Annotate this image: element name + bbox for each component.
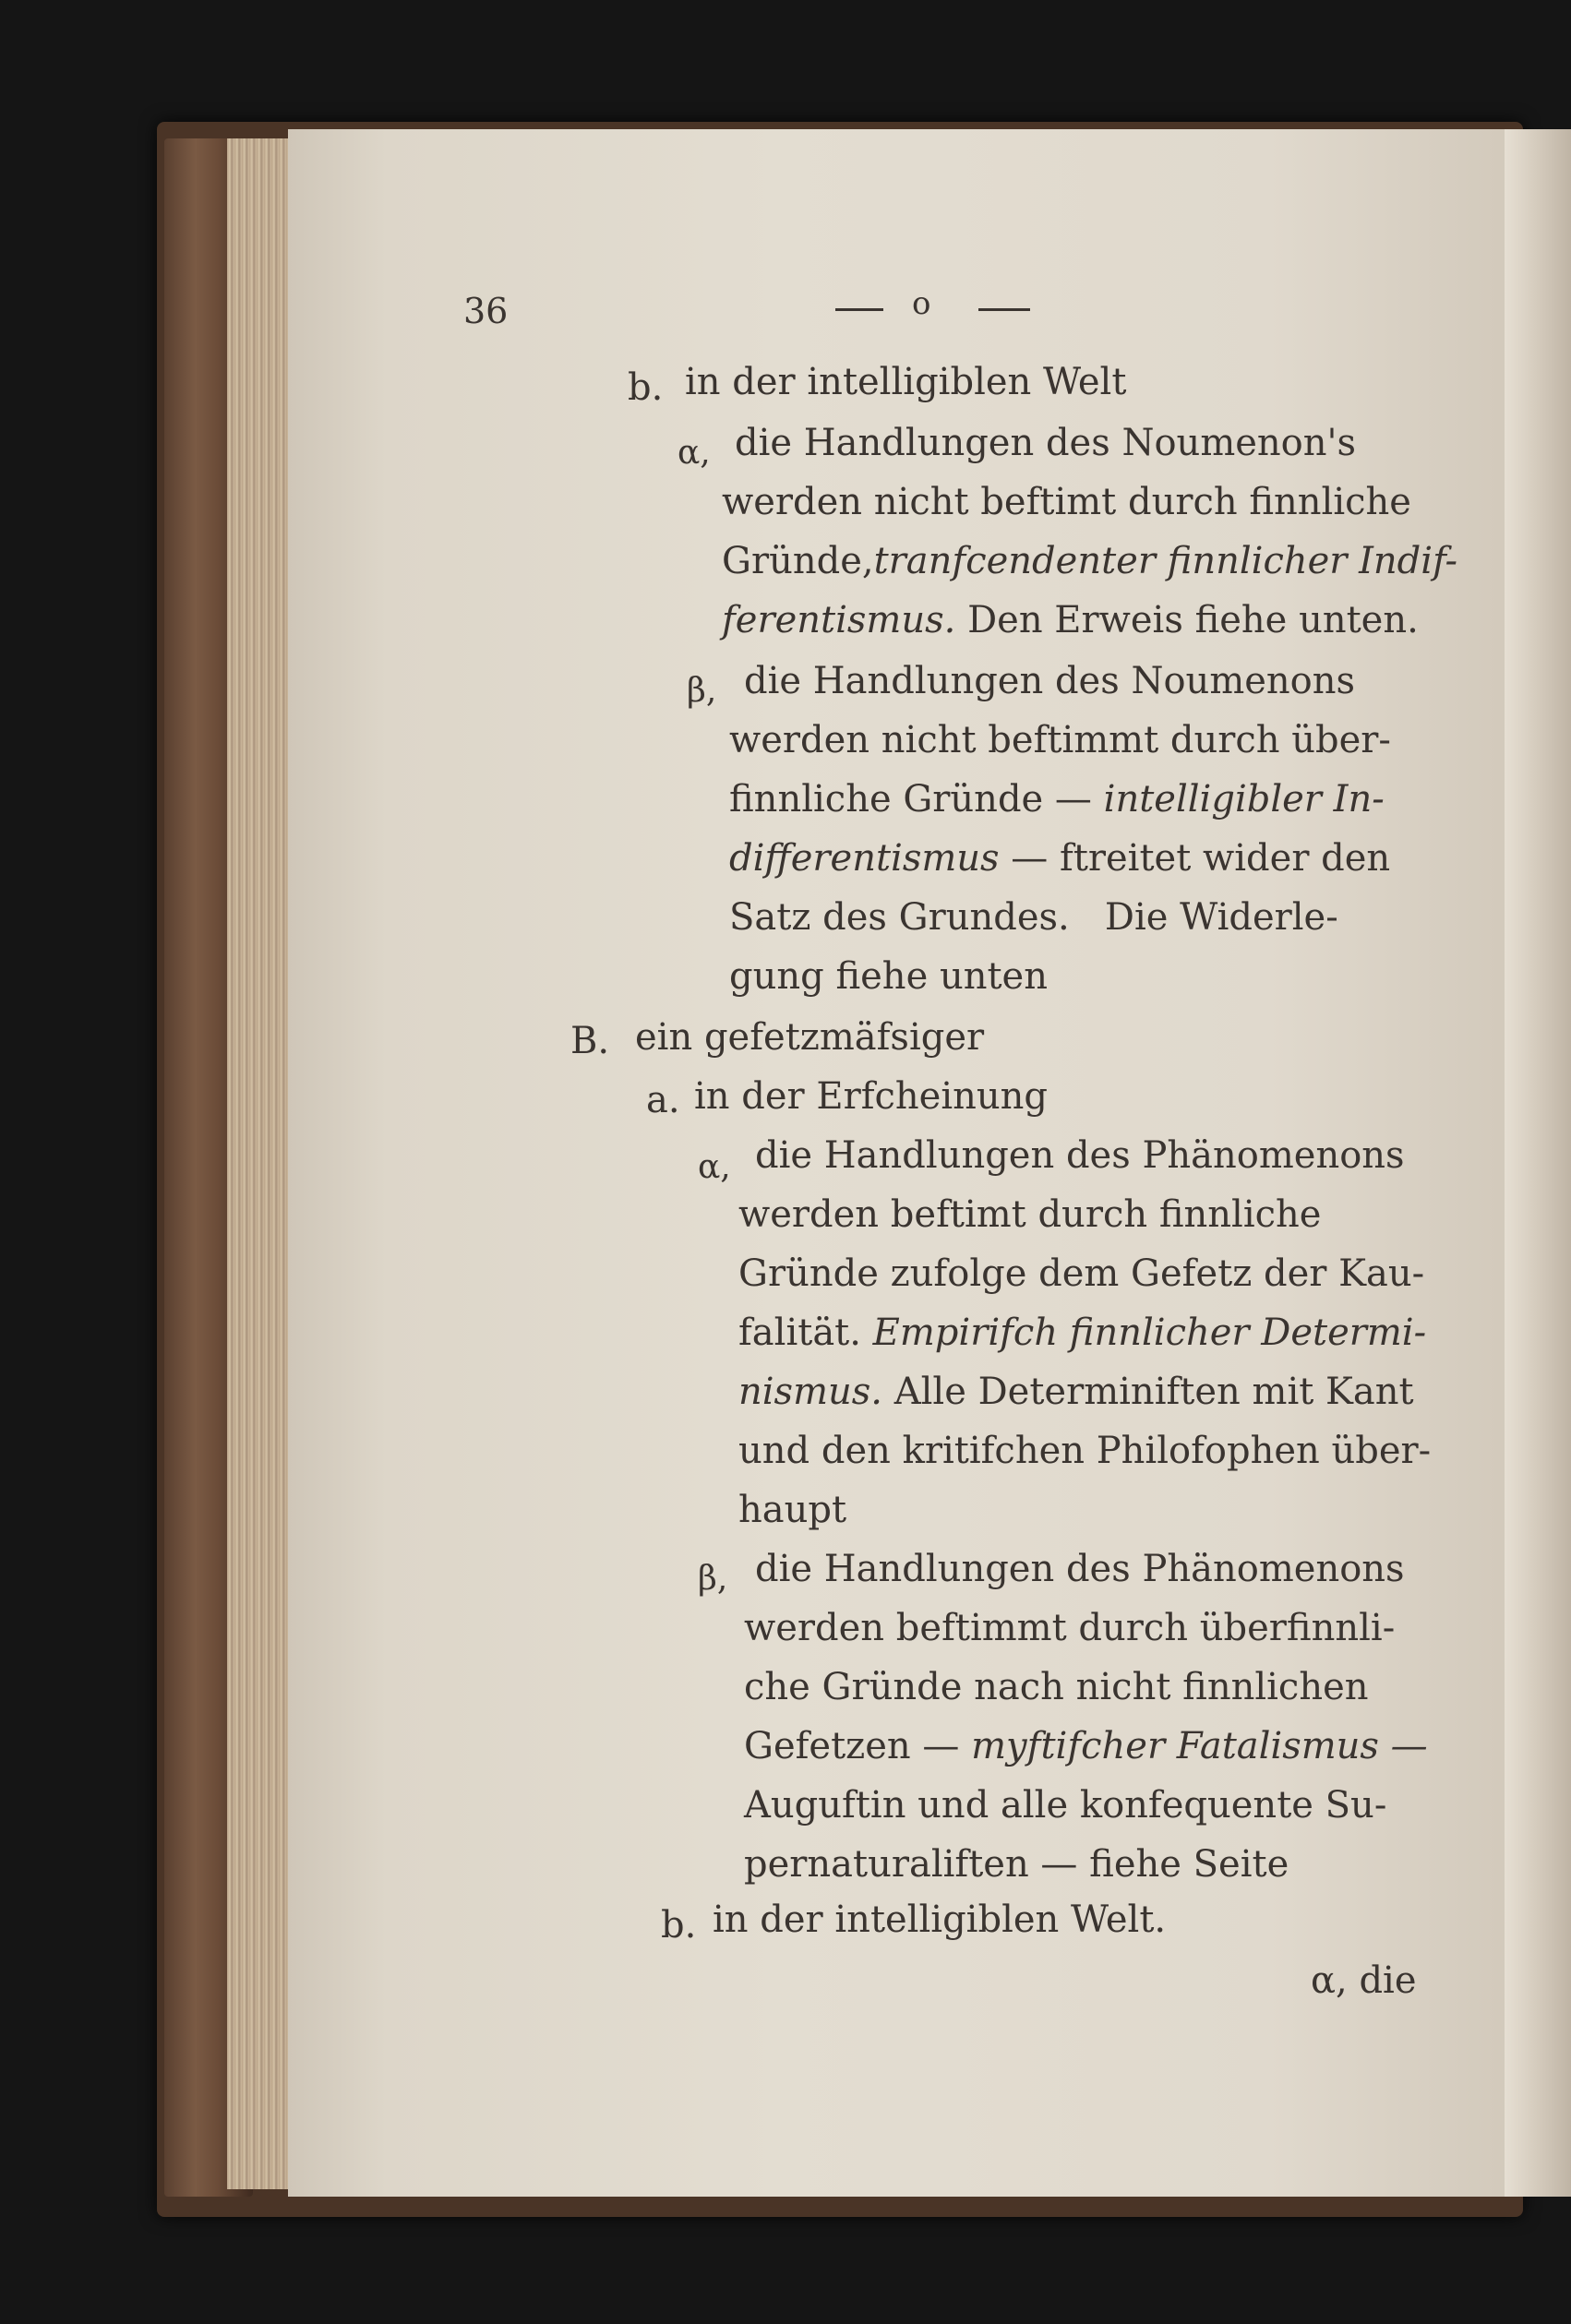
text-line: werden nicht beftimmt durch über-: [729, 719, 1391, 761]
catchword: α, die: [1311, 1959, 1417, 2002]
text-line: che Gründe nach nicht finnlichen: [744, 1666, 1369, 1708]
header-mark: o: [912, 285, 931, 322]
section-B-label: B.: [570, 1020, 610, 1062]
header-rule-right: [978, 308, 1030, 311]
text-line: die Handlungen des Phänomenons: [755, 1134, 1405, 1177]
text-line: ferentismus. Den Erweis fiehe unten.: [722, 599, 1419, 641]
text-line: die Handlungen des Noumenon's: [735, 422, 1357, 464]
text-line: werden beftimmt durch überfinnli-: [744, 1607, 1396, 1649]
section-B-heading: ein gefetzmäfsiger: [635, 1016, 985, 1059]
section-b-heading: in der intelligiblen Welt: [685, 361, 1127, 403]
text-line: und den kritifchen Philofophen über-: [738, 1430, 1432, 1472]
section-b2-heading: in der intelligiblen Welt.: [713, 1899, 1167, 1941]
text-line: Gründe,tranfcendenter finnlicher Indif-: [722, 540, 1457, 582]
page-number: 36: [463, 291, 509, 331]
text-line: falität. Empirifch finnlicher Determi-: [738, 1312, 1427, 1354]
section-b2-label: b.: [661, 1904, 697, 1947]
text-line: Auguftin und alle konfequente Su-: [744, 1784, 1387, 1827]
section-a-heading: in der Erfcheinung: [694, 1075, 1049, 1118]
header-rule-left: [835, 308, 883, 311]
text-line: Gefetzen — myftifcher Fatalismus —: [744, 1725, 1428, 1767]
beta-marker: β,: [687, 672, 717, 710]
section-a-label: a.: [646, 1079, 680, 1121]
text-line: Gründe zufolge dem Gefetz der Kau-: [738, 1252, 1425, 1295]
alpha-marker: α,: [678, 434, 711, 472]
text-line: die Handlungen des Noumenons: [744, 660, 1356, 702]
text-line: werden beftimt durch finnliche: [738, 1193, 1322, 1236]
text-line: Satz des Grundes. Die Widerle-: [729, 896, 1338, 939]
text-line: finnliche Gründe — intelligibler In-: [729, 778, 1385, 821]
text-line: gung fiehe unten: [729, 955, 1048, 998]
text-line: haupt: [738, 1489, 847, 1531]
beta-marker: β,: [698, 1560, 728, 1598]
text-line: die Handlungen des Phänomenons: [755, 1548, 1405, 1590]
text-line: werden nicht beftimt durch finnliche: [722, 481, 1411, 523]
alpha-marker: α,: [698, 1148, 731, 1186]
text-line: pernaturaliften — fiehe Seite: [744, 1843, 1289, 1886]
page-edges: [227, 138, 292, 2189]
section-b-label: b.: [628, 366, 664, 409]
text-line: differentismus — ftreitet wider den: [729, 837, 1391, 880]
text-line: nismus. Alle Determiniften mit Kant: [738, 1371, 1414, 1413]
facing-page-edge: [1505, 129, 1571, 2197]
